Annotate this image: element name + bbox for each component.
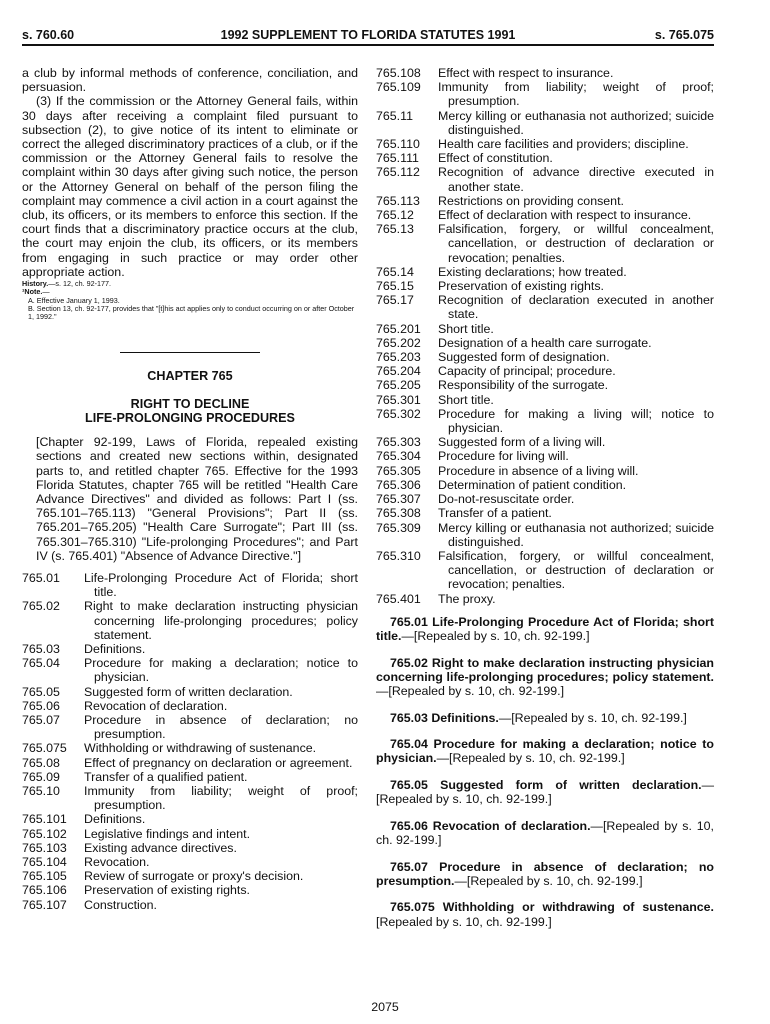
- toc-section-title: Transfer of a qualified patient.: [84, 769, 248, 784]
- toc-section-number: 765.205: [376, 378, 421, 393]
- toc-section-title: Definitions.: [84, 812, 146, 827]
- note-a: A. Effective January 1, 1993.: [28, 295, 120, 305]
- chapter-title: CHAPTER 765: [147, 368, 233, 383]
- left-column: [22, 66, 358, 912]
- toc-entry: [376, 464, 714, 478]
- toc-section-number: 765.13: [376, 222, 414, 237]
- toc-entry: [376, 265, 714, 279]
- chapter-subtitle-line-1: RIGHT TO DECLINE: [130, 396, 250, 411]
- toc-entry: [22, 827, 358, 841]
- toc-section-number: 765.10: [22, 784, 60, 799]
- toc-entry: [376, 208, 714, 222]
- toc-entry: [376, 293, 714, 321]
- toc-section-number: 765.202: [376, 335, 421, 350]
- toc-entry: [376, 350, 714, 364]
- chapter-editorial-note: [Chapter 92-199, Laws of Florida, repealed existing sections and created new sections within, designated parts to, and retitled chapter 765. Effective for the 1993 Florida Statutes, chapter 765 will be retitled "Health Care Advance Directives" and divided as follows: Part I (ss. 765.101–765.113) "General Provisions"; Part II (ss. 765.201–765.205) "Health Care Surrogate"; Part III (ss. 765.301–765.310) "Life-prolonging Procedures"; and Part IV (s. 765.401) "Absence of Advance Directive."]: [36, 435, 358, 563]
- toc-entry: [376, 521, 714, 549]
- toc-section-number: 765.08: [22, 755, 60, 770]
- toc-section-number: 765.07: [22, 713, 60, 727]
- toc-section-number: 765.102: [22, 826, 67, 841]
- toc-section-number: 765.04: [22, 656, 60, 671]
- toc-section-number: 765.03: [22, 641, 60, 656]
- toc-section-number: 765.308: [376, 506, 421, 521]
- section-repeal-note: —[Repealed by s. 10, ch. 92-199.]: [454, 873, 643, 888]
- toc-section-number: 765.107: [22, 897, 67, 912]
- toc-entry: [376, 109, 714, 137]
- section-repeal-note: —[Repealed by s. 10, ch. 92-199.]: [436, 751, 625, 766]
- repealed-section: [376, 860, 714, 888]
- section-repeal-note: —[Repealed by s. 10, ch. 92-199.]: [498, 710, 687, 725]
- toc-entry: [376, 506, 714, 520]
- repealed-section: [376, 711, 714, 725]
- table-of-contents-left: [22, 571, 358, 912]
- note-dash: —: [42, 287, 50, 297]
- toc-section-number: 765.307: [376, 492, 421, 507]
- toc-section-title: Recognition of declaration executed in another state.: [438, 293, 714, 322]
- toc-section-title: Legislative findings and intent.: [84, 826, 251, 841]
- toc-entry: [376, 322, 714, 336]
- chapter-subtitle: [22, 397, 358, 425]
- section-heading: 765.07 Procedure in absence of declaration; no presumption.: [376, 859, 714, 888]
- toc-entry: [22, 642, 358, 656]
- toc-entry: [376, 492, 714, 506]
- section-heading: 765.03 Definitions.: [390, 710, 499, 725]
- toc-entry: [376, 165, 714, 193]
- history-notes: [22, 280, 358, 321]
- section-heading: 765.02 Right to make declaration instructing physician concerning life-prolonging procedures; policy statement.: [376, 655, 714, 684]
- section-repeal-note: —[Repealed by s. 10, ch. 92-199.]: [401, 628, 590, 643]
- toc-section-number: 765.303: [376, 435, 421, 450]
- toc-entry: [376, 549, 714, 592]
- toc-section-number: 765.075: [22, 741, 67, 756]
- toc-entry: [22, 571, 358, 599]
- toc-section-title: Determination of patient condition.: [438, 477, 627, 492]
- toc-entry: [22, 599, 358, 642]
- toc-entry: [22, 699, 358, 713]
- section-heading: 765.01 Life-Prolonging Procedure Act of Florida; short title.: [376, 614, 714, 643]
- chapter-divider: [120, 352, 260, 353]
- section-heading: 765.06 Revocation of declaration.: [390, 818, 591, 833]
- section-repeal-note: —[Repealed by s. 10, ch. 92-199.]: [376, 777, 714, 807]
- toc-section-number: 765.104: [22, 855, 67, 870]
- toc-entry: [22, 770, 358, 784]
- toc-section-title: Revocation.: [84, 855, 150, 870]
- right-column: [376, 66, 714, 941]
- section-heading: 765.075 Withholding or withdrawing of sustenance.: [390, 900, 714, 915]
- toc-section-title: Falsification, forgery, or willful concealment, cancellation, or destruction of declaration or revocation; penalties.: [438, 548, 714, 592]
- toc-entry: [376, 364, 714, 378]
- toc-section-number: 765.06: [22, 698, 60, 713]
- toc-section-number: 765.204: [376, 364, 421, 379]
- toc-section-title: Mercy killing or euthanasia not authorized; suicide distinguished.: [438, 520, 714, 549]
- section-heading: 765.04 Procedure for making a declaration; notice to physician.: [376, 737, 714, 766]
- toc-entry: [22, 855, 358, 869]
- repealed-section: [376, 656, 714, 699]
- section-heading: 765.05 Suggested form of written declaration.: [390, 777, 702, 792]
- toc-section-title: Withholding or withdrawing of sustenance.: [84, 741, 317, 756]
- page-number: 2075: [371, 1000, 399, 1014]
- toc-section-number: 765.301: [376, 392, 421, 407]
- toc-section-title: Designation of a health care surrogate.: [438, 335, 652, 350]
- toc-section-title: Existing declarations; how treated.: [438, 264, 627, 279]
- toc-entry: [376, 66, 714, 80]
- toc-entry: [376, 222, 714, 265]
- toc-section-title: Suggested form of designation.: [438, 350, 610, 365]
- toc-section-title: Health care facilities and providers; discipline.: [438, 137, 689, 152]
- toc-entry: [376, 279, 714, 293]
- toc-section-title: Falsification, forgery, or willful concealment, cancellation, or destruction of declaration or revocation; penalties.: [438, 222, 714, 265]
- toc-section-number: 765.109: [376, 80, 421, 95]
- toc-section-title: Right to make declaration instructing physician concerning life-prolonging procedures; policy statement.: [84, 599, 358, 642]
- toc-section-number: 765.201: [376, 321, 421, 336]
- toc-section-title: Construction.: [84, 897, 158, 912]
- repealed-section: [376, 737, 714, 765]
- toc-section-title: Procedure for living will.: [438, 449, 569, 464]
- toc-section-number: 765.14: [376, 264, 414, 279]
- toc-entry: [22, 883, 358, 897]
- toc-section-title: The proxy.: [438, 591, 496, 606]
- toc-entry: [376, 336, 714, 350]
- toc-section-number: 765.113: [376, 193, 420, 208]
- header-section-right: s. 765.075: [654, 28, 714, 42]
- toc-section-title: Existing advance directives.: [84, 840, 237, 855]
- toc-section-title: Procedure in absence of a living will.: [438, 463, 639, 478]
- table-of-contents-right: [376, 66, 714, 606]
- toc-entry: [376, 80, 714, 108]
- toc-section-number: 765.02: [22, 599, 60, 614]
- toc-section-title: Effect with respect to insurance.: [438, 66, 614, 80]
- toc-section-title: Preservation of existing rights.: [438, 279, 604, 294]
- toc-section-title: Mercy killing or euthanasia not authorized; suicide distinguished.: [438, 108, 714, 137]
- toc-section-number: 765.15: [376, 279, 414, 294]
- toc-section-number: 765.310: [376, 548, 421, 563]
- toc-section-title: Immunity from liability; weight of proof; presumption.: [84, 784, 358, 813]
- repealed-section: [376, 900, 714, 928]
- toc-section-number: 765.112: [376, 165, 420, 180]
- toc-entry: [376, 592, 714, 606]
- toc-section-number: 765.110: [376, 137, 420, 152]
- toc-section-title: Suggested form of a living will.: [438, 435, 606, 450]
- toc-section-number: 765.309: [376, 520, 421, 535]
- header-title: 1992 SUPPLEMENT TO FLORIDA STATUTES 1991: [220, 28, 516, 42]
- section-repeal-note: [Repealed by s. 10, ch. 92-199.]: [376, 914, 552, 929]
- toc-entry: [376, 378, 714, 392]
- toc-entry: [376, 478, 714, 492]
- toc-section-title: Restrictions on providing consent.: [438, 193, 624, 208]
- toc-section-title: Short title.: [438, 392, 494, 407]
- toc-section-title: Do-not-resuscitate order.: [438, 492, 575, 507]
- running-header: [22, 26, 714, 46]
- note-label: ¹Note.: [22, 287, 43, 297]
- history-label: History.: [22, 279, 49, 289]
- toc-section-number: 765.11: [376, 108, 413, 123]
- toc-section-number: 765.105: [22, 869, 67, 884]
- toc-section-number: 765.101: [22, 812, 67, 827]
- toc-section-title: Short title.: [438, 321, 494, 336]
- toc-section-number: 765.106: [22, 883, 67, 898]
- chapter-subtitle-line-2: LIFE-PROLONGING PROCEDURES: [85, 410, 295, 425]
- repealed-section: [376, 819, 714, 847]
- toc-section-number: 765.306: [376, 477, 421, 492]
- toc-section-title: Effect of pregnancy on declaration or agreement.: [84, 755, 353, 770]
- toc-section-title: Review of surrogate or proxy's decision.: [84, 869, 304, 884]
- toc-section-number: 765.17: [376, 293, 414, 308]
- toc-section-number: 765.401: [376, 591, 421, 606]
- toc-entry: [376, 151, 714, 165]
- toc-section-title: Procedure for making a living will; notice to physician.: [438, 406, 714, 436]
- paragraph-continuation: a club by informal methods of conference, conciliation, and persuasion.: [22, 66, 358, 95]
- toc-section-number: 765.12: [376, 208, 414, 223]
- toc-section-number: 765.305: [376, 463, 421, 478]
- toc-entry: [376, 194, 714, 208]
- section-repeal-note: —[Repealed by s. 10, ch. 92-199.]: [376, 683, 565, 698]
- toc-section-number: 765.01: [22, 570, 60, 585]
- note-b: B. Section 13, ch. 92-177, provides that "[t]his act applies only to conduct occurring on or after October 1, 1992.": [28, 303, 355, 322]
- toc-section-title: Revocation of declaration.: [84, 698, 228, 713]
- toc-section-number: 765.103: [22, 840, 67, 855]
- repealed-section: [376, 615, 714, 643]
- toc-section-title: Life-Prolonging Procedure Act of Florida; short title.: [84, 570, 358, 600]
- section-repeal-note: —[Repealed by s. 10, ch. 92-199.]: [376, 818, 714, 847]
- toc-section-title: Transfer of a patient.: [438, 506, 552, 521]
- repealed-section: [376, 778, 714, 806]
- toc-entry: [376, 435, 714, 449]
- toc-section-number: 765.203: [376, 350, 421, 365]
- paragraph-subsection-3: (3) If the commission or the Attorney General fails, within 30 days after receiving a complaint filed pursuant to subsection (2), to give notice of its intent to eliminate or correct the alleged discriminatory practices of a club, or if the commission or the Attorney General fails to resolve the complaint within 30 days after giving such notice, the person or the Attorney General on behalf of the person filing the complaint may commence a civil action in a court against the club, its officers, or its members to enforce this section. If the court finds that a discriminatory practice occurs at the club, the court may enjoin the club, its officers, or its members from engaging in such practice or may order other appropriate action.: [22, 94, 358, 279]
- toc-section-title: Immunity from liability; weight of proof; presumption.: [438, 80, 714, 109]
- toc-entry: [376, 407, 714, 435]
- header-section-left: s. 760.60: [22, 28, 75, 42]
- toc-section-title: Preservation of existing rights.: [84, 883, 250, 898]
- toc-section-title: Procedure for making a declaration; notice to physician.: [84, 656, 358, 685]
- toc-section-title: Recognition of advance directive executed in another state.: [438, 165, 714, 194]
- toc-entry: [22, 741, 358, 755]
- toc-section-number: 765.05: [22, 684, 60, 699]
- toc-entry: [22, 756, 358, 770]
- toc-entry: [376, 449, 714, 463]
- toc-section-title: Capacity of principal; procedure.: [438, 364, 616, 379]
- toc-entry: [22, 841, 358, 855]
- history-text: —s. 12, ch. 92-177.: [48, 279, 111, 289]
- toc-section-number: 765.302: [376, 406, 421, 421]
- toc-section-title: Definitions.: [84, 641, 146, 656]
- toc-entry: [22, 812, 358, 826]
- toc-entry: [22, 898, 358, 912]
- toc-section-number: 765.111: [376, 151, 419, 166]
- toc-section-title: Effect of constitution.: [438, 151, 553, 166]
- repealed-sections: [376, 615, 714, 929]
- toc-section-title: Suggested form of written declaration.: [84, 684, 293, 699]
- toc-section-number: 765.108: [376, 66, 421, 80]
- toc-entry: [22, 685, 358, 699]
- toc-section-number: 765.09: [22, 769, 60, 784]
- toc-section-number: 765.304: [376, 449, 421, 464]
- toc-section-title: Responsibility of the surrogate.: [438, 378, 609, 393]
- toc-entry: [22, 656, 358, 684]
- toc-section-title: Effect of declaration with respect to insurance.: [438, 208, 692, 223]
- toc-entry: [22, 713, 358, 741]
- toc-section-title: Procedure in absence of declaration; no presumption.: [84, 713, 358, 742]
- toc-entry: [22, 869, 358, 883]
- toc-entry: [376, 137, 714, 151]
- toc-entry: [22, 784, 358, 812]
- toc-entry: [376, 393, 714, 407]
- history-line: [22, 280, 358, 288]
